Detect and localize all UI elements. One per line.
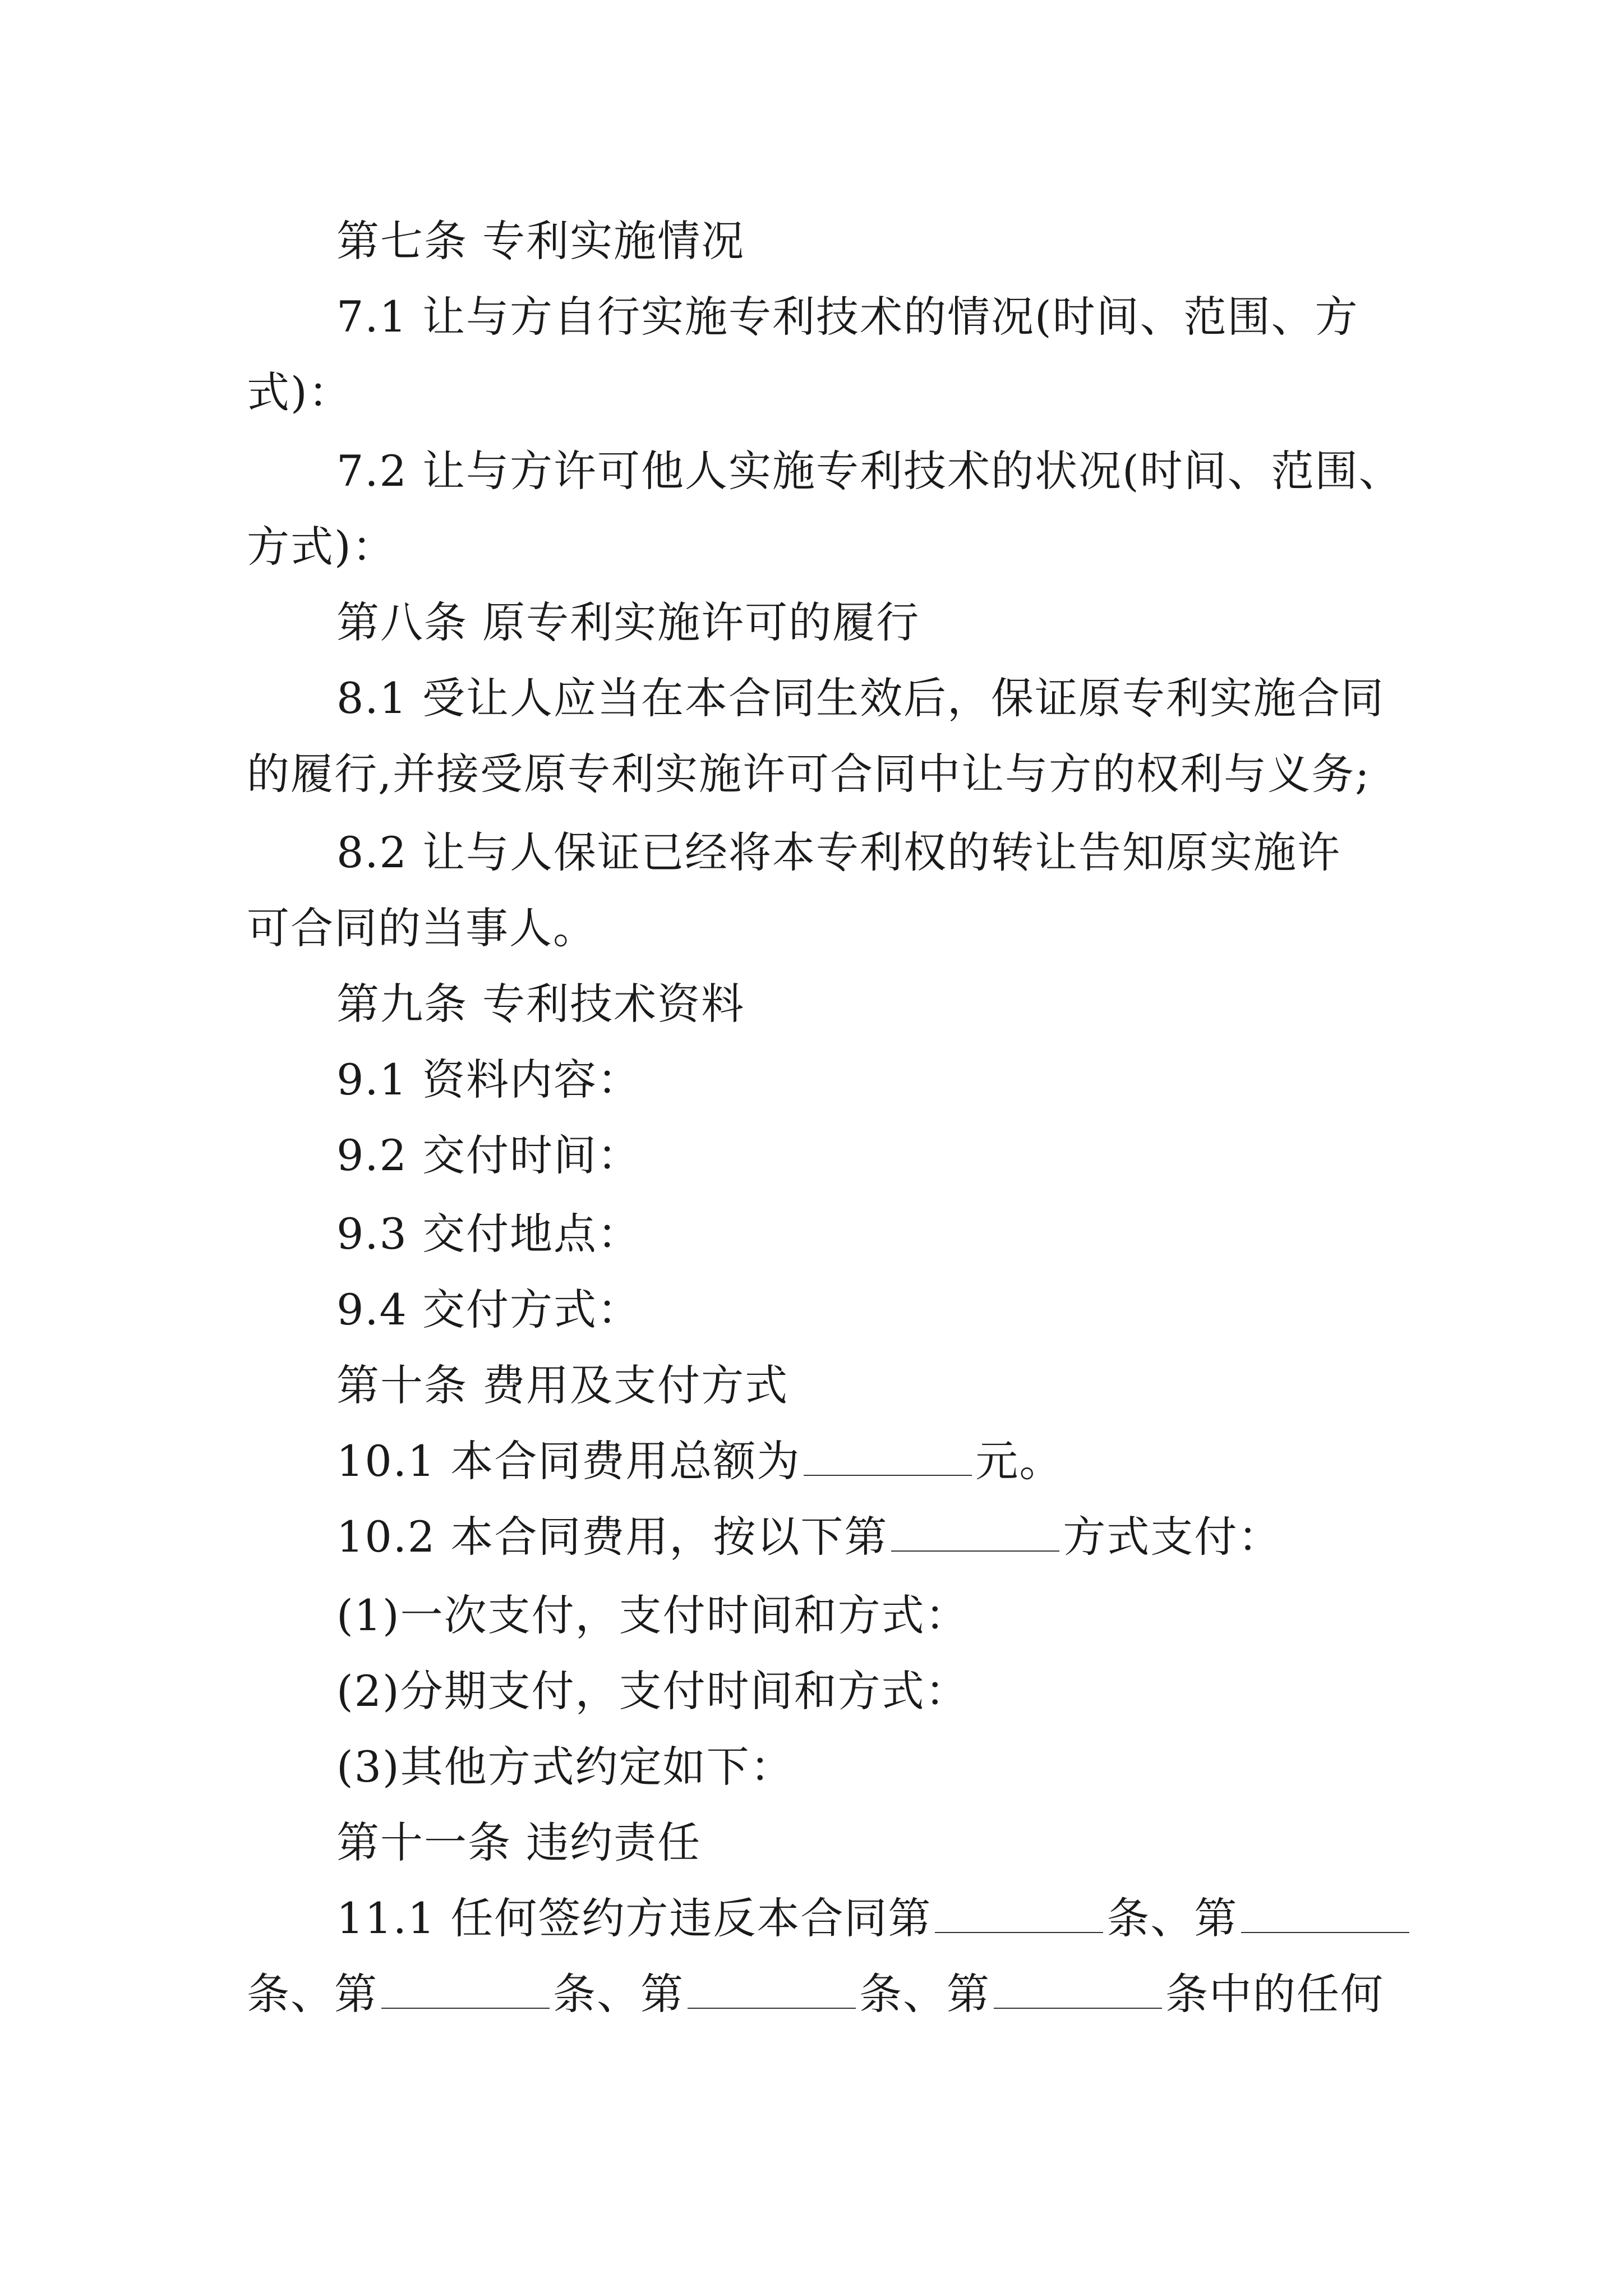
clause-11-1-cont-1: 条、第 — [247, 1969, 378, 2019]
article-7-heading: 第七条 专利实施情况 — [336, 216, 745, 266]
clause-11-1-text: 11.1 任何签约方违反本合同第 — [336, 1893, 932, 1943]
clause-11-1 — [336, 1890, 1413, 1947]
article-10-heading: 第十条 费用及支付方式 — [336, 1360, 789, 1410]
payment-option-3: (3)其他方式约定如下： — [336, 1742, 794, 1792]
article-blank-5 — [994, 1968, 1162, 2009]
clause-8-2-cont: 可合同的当事人。 — [247, 903, 597, 953]
clause-7-2-cont: 方式)： — [247, 522, 396, 572]
clause-10-1-suffix: 元。 — [975, 1436, 1063, 1486]
clause-10-1 — [336, 1433, 1063, 1489]
clause-10-2 — [336, 1509, 1281, 1565]
article-blank-1 — [935, 1893, 1103, 1933]
article-8-heading: 第八条 原专利实施许可的履行 — [336, 597, 920, 647]
clause-8-1-cont: 的履行,并接受原专利实施许可合同中让与方的权利与义务; — [247, 749, 1371, 799]
article-blank-4 — [688, 1968, 856, 2009]
article-9-heading: 第九条 专利技术资料 — [336, 979, 745, 1029]
payment-method-blank — [891, 1511, 1059, 1552]
clause-11-1-text-2: 条、第 — [1106, 1893, 1238, 1943]
clause-10-2-suffix: 方式支付： — [1063, 1512, 1282, 1562]
clause-11-1-cont-4: 条中的任何 — [1165, 1969, 1384, 2019]
clause-8-1: 8.1 受让人应当在本合同生效后，保证原专利实施合同 — [336, 673, 1385, 723]
clause-9-1: 9.1 资料内容： — [336, 1055, 642, 1105]
clause-11-1-cont — [247, 1966, 1384, 2022]
article-blank-3 — [381, 1968, 550, 2009]
clause-11-1-cont-3: 条、第 — [859, 1969, 990, 2019]
article-blank-2 — [1241, 1893, 1409, 1933]
clause-7-2: 7.2 让与方许可他人实施专利技术的状况(时间、范围、 — [336, 446, 1403, 496]
article-11-heading: 第十一条 违约责任 — [336, 1818, 702, 1867]
clause-11-1-cont-2: 条、第 — [553, 1969, 684, 2019]
clause-8-2: 8.2 让与人保证已经将本专利权的转让告知原实施许 — [336, 827, 1341, 877]
clause-7-1: 7.1 让与方自行实施专利技术的情况(时间、范围、方 — [336, 292, 1359, 342]
clause-9-4: 9.4 交付方式： — [336, 1285, 642, 1335]
payment-option-1: (1)一次支付，支付时间和方式： — [336, 1590, 969, 1640]
payment-option-2: (2)分期支付，支付时间和方式： — [336, 1666, 969, 1716]
clause-9-2: 9.2 交付时间： — [336, 1130, 642, 1180]
clause-9-3: 9.3 交付地点： — [336, 1209, 642, 1259]
clause-7-1-cont: 式)： — [247, 367, 352, 417]
clause-10-2-text: 10.2 本合同费用，按以下第 — [336, 1512, 888, 1562]
clause-10-1-text: 10.1 本合同费用总额为 — [336, 1436, 801, 1486]
amount-blank — [804, 1435, 972, 1476]
